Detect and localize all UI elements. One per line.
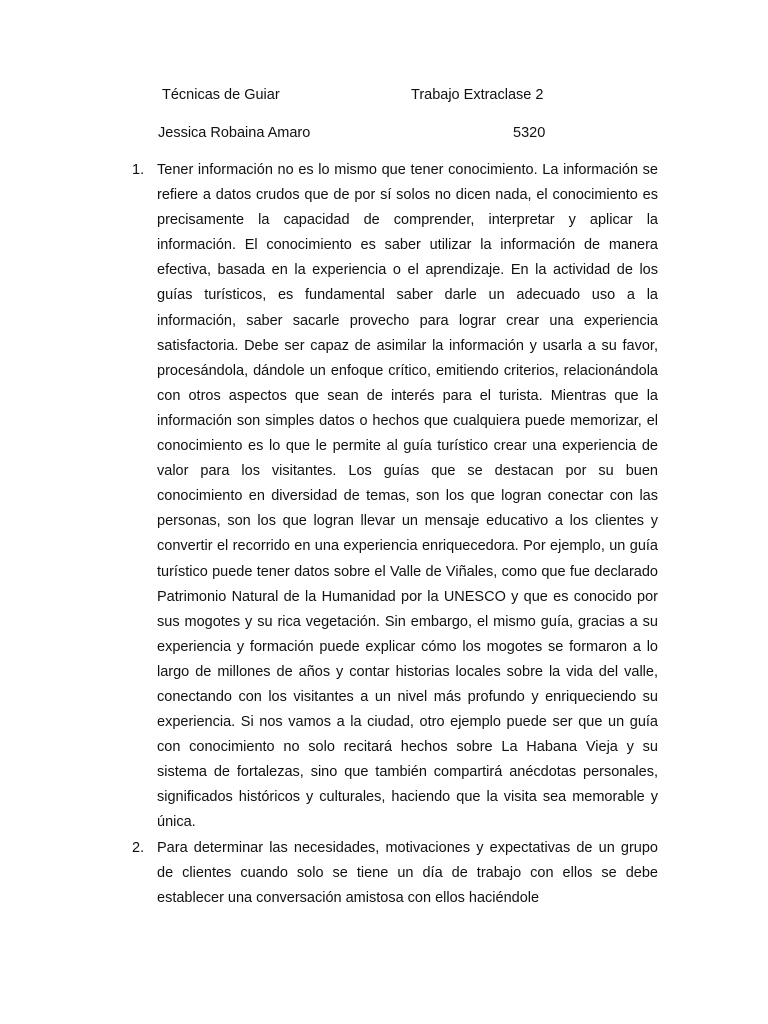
list-item-number: 2. [132,839,145,856]
list-item-text: Para determinar las necesidades, motivaciones y expectativas de un grupo de clientes cuando solo se tiene un día de trabajo con ellos se debe establecer una conversación amistosa con ellos haciéndole [157,839,658,906]
list-item-text: Tener información no es lo mismo que tener conocimiento. La información se refiere a datos crudos que de por sí solos no dicen nada, el conocimiento es precisamente la capacidad de comprender, interpretar y aplicar la información. El conocimiento es saber utilizar la información de manera efectiva, basada en la experiencia o el aprendizaje. En la actividad de los guías turísticos, es fundamental saber darle un adecuado uso a la información, saber sacarle provecho para lograr crear una experiencia satisfactoria. Debe ser capaz de asimilar la información y usarla a su favor, procesándola, dándole un enfoque crítico, emitiendo criterios, relacionándola con otros aspectos que sean de interés para el turista. Mientras que la información son simples datos o hechos que cualquiera puede memorizar, el conocimiento es lo que le permite al guía turístico crear una experiencia de valor para los visitantes. Los guías que se destacan por su buen conocimiento en diversidad de temas, son los que logran conectar con las personas, son los que logran llevar un mensaje educativo a los clientes y convertir el recorrido en una experiencia enriquecedora. Por ejemplo, un guía turístico puede tener datos sobre el Valle de Viñales, como que fue declarado Patrimonio Natural de la Humanidad por la UNESCO y que es conocido por sus mogotes y su rica vegetación. Sin embargo, el mismo guía, gracias a su experiencia y formación puede explicar cómo los mogotes se formaron a lo largo de millones de años y contar historias locales sobre la vida del valle, conectando con los visitantes a un nivel más profundo y enriqueciendo su experiencia. Si nos vamos a la ciudad, otro ejemplo puede ser que un guía con conocimiento no solo recitará hechos sobre La Habana Vieja y su sistema de fortalezas, sino que también compartirá anécdotas personales, significados históricos y culturales, haciendo que la visita sea memorable y única. [157,162,658,831]
list-item [132,158,658,836]
student-name: Jessica Robaina Amaro [158,125,311,141]
assignment-title: Trabajo Extraclase 2 [411,87,544,103]
course-title: Técnicas de Guiar [162,87,280,103]
list-item [132,836,658,911]
student-code: 5320 [513,125,546,141]
answer-list [132,158,658,911]
list-item-number: 1. [132,162,145,178]
